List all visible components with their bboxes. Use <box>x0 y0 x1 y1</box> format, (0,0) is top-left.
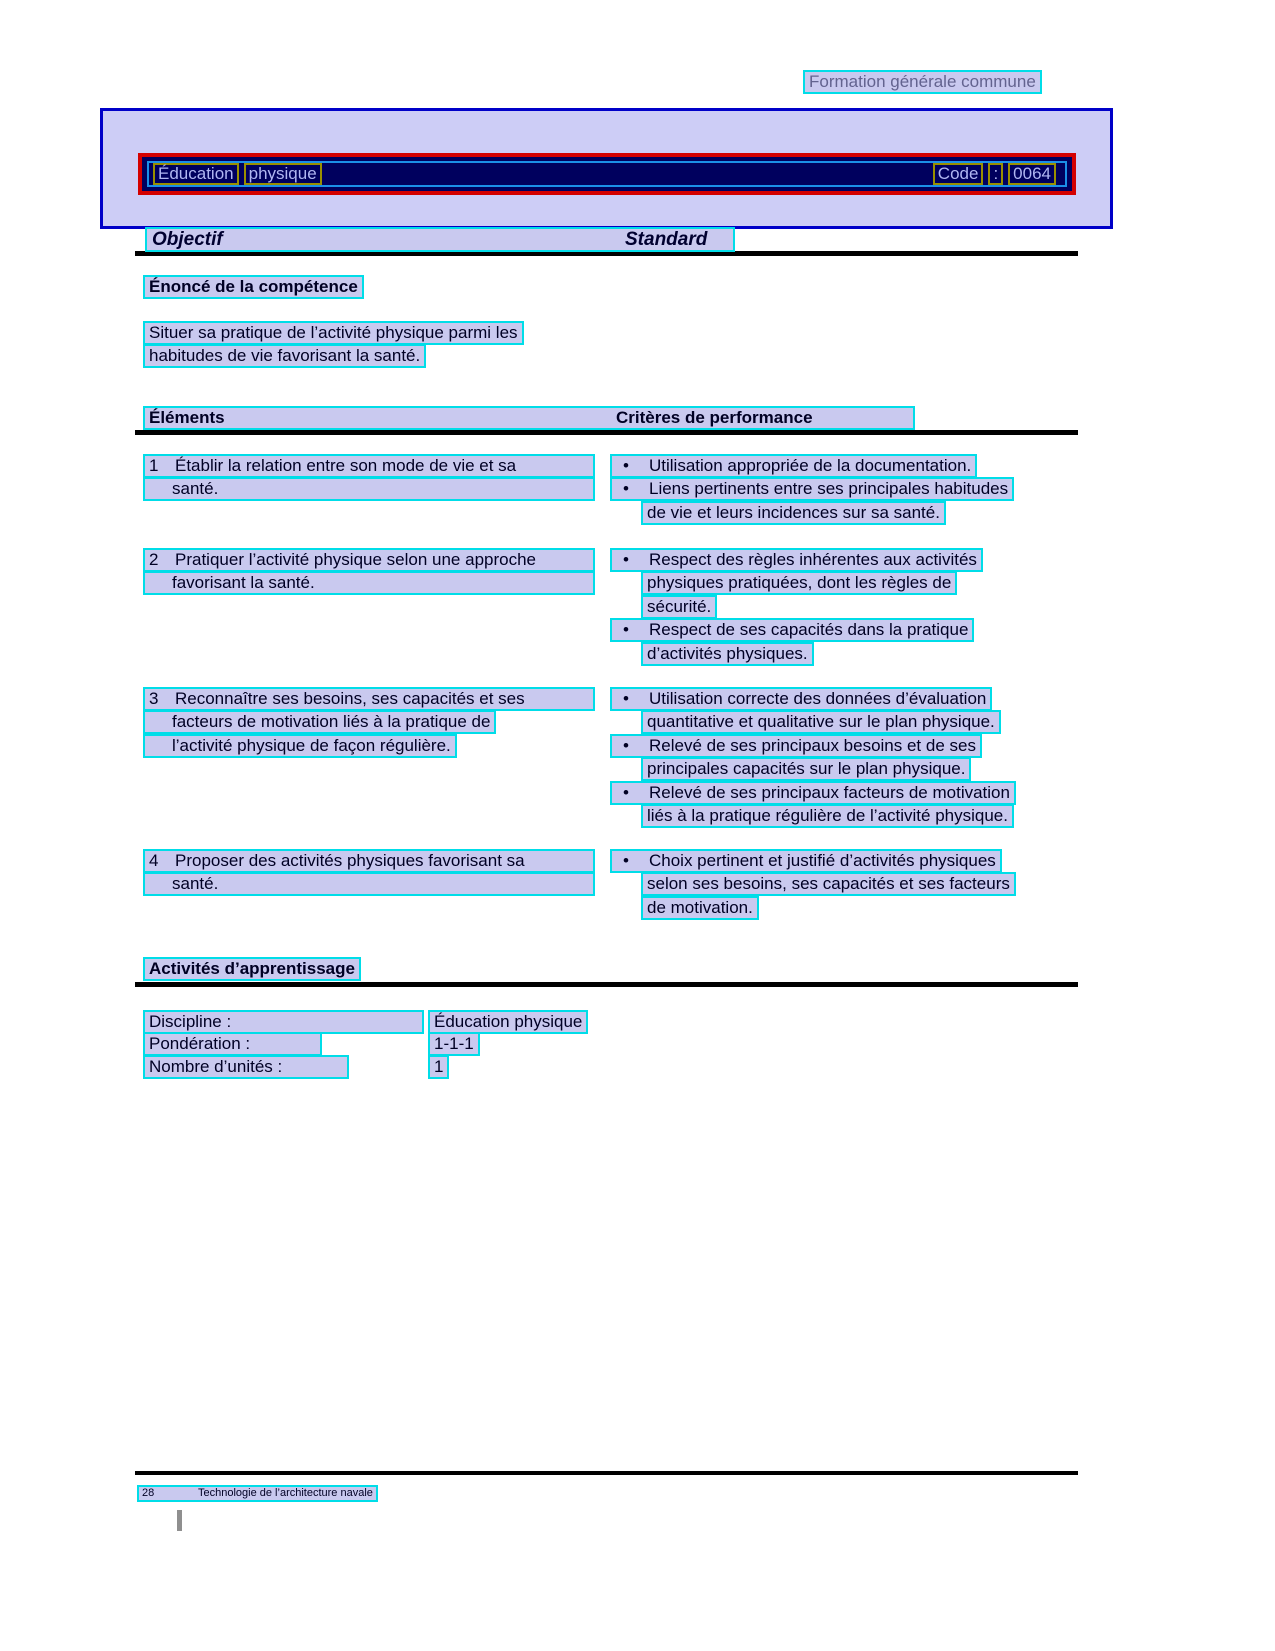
critere-line <box>610 454 977 478</box>
element-number: 2 <box>149 550 159 569</box>
footer-rule <box>135 1471 1078 1475</box>
critere-line <box>610 618 974 642</box>
critere-line <box>610 849 1002 873</box>
element-number: 1 <box>149 456 159 475</box>
element-left-column <box>143 454 595 501</box>
criteres-right-column <box>610 849 1080 919</box>
element-line: favorisant la santé. <box>143 571 595 595</box>
detail-value: 1 <box>428 1055 449 1079</box>
bullet-icon: • <box>623 689 629 708</box>
critere-line: de vie et leurs incidences sur sa santé. <box>641 501 946 525</box>
critere-line: de motivation. <box>641 896 759 920</box>
element-line: facteurs de motivation liés à la pratique de <box>143 710 496 734</box>
course-code-value: 0064 <box>1008 163 1056 185</box>
detail-row-unites <box>143 1055 743 1077</box>
bullet-icon: • <box>623 550 629 569</box>
course-title-strip <box>147 161 1067 187</box>
page-footer <box>137 1485 378 1502</box>
element-left-column <box>143 548 595 595</box>
element-line <box>143 687 595 711</box>
detail-label: Nombre d’unités : <box>143 1055 349 1079</box>
critere-line: d’activités physiques. <box>641 642 814 666</box>
critere-line: liés à la pratique régulière de l’activité physique. <box>641 804 1014 828</box>
element-line: santé. <box>143 477 595 501</box>
activites-heading: Activités d’apprentissage <box>143 957 361 981</box>
competence-line <box>143 321 524 344</box>
critere-text: Liens pertinents entre ses principales habitudes <box>649 479 1009 499</box>
element-text: Proposer des activités physiques favorisant sa <box>175 851 525 870</box>
bullet-icon: • <box>623 479 629 499</box>
element-number: 3 <box>149 689 159 708</box>
critere-text: Utilisation correcte des données d’évaluation <box>649 689 987 708</box>
detail-label: Discipline : <box>143 1010 424 1034</box>
element-line: l’activité physique de façon régulière. <box>143 734 457 758</box>
detail-value: Éducation physique <box>428 1010 588 1034</box>
critere-text: Respect des règles inhérentes aux activités <box>649 550 977 569</box>
element-line <box>143 849 595 873</box>
page-header-note <box>803 70 1042 94</box>
course-title-panel <box>100 108 1113 229</box>
criteres-right-column <box>610 687 1080 827</box>
element-text: Établir la relation entre son mode de vie et sa <box>175 456 517 475</box>
objectif-heading: Objectif <box>152 229 223 250</box>
element-line <box>143 548 595 572</box>
course-title-word: Éducation <box>153 163 239 185</box>
footer-doc-title: Technologie de l’architecture navale <box>198 1487 373 1499</box>
text-cursor[interactable] <box>177 1510 182 1531</box>
competence-line-text: Situer sa pratique de l’activité physique parmi les <box>143 321 524 345</box>
elements-heading: Éléments <box>149 408 225 427</box>
detail-label: Pondération : <box>143 1032 322 1056</box>
enonce-heading: Énoncé de la compétence <box>143 275 364 299</box>
critere-line: quantitative et qualitative sur le plan physique. <box>641 710 1001 734</box>
course-title-word: physique <box>244 163 322 185</box>
critere-text: Relevé de ses principaux besoins et de ses <box>649 735 976 755</box>
competence-line <box>143 344 524 367</box>
critere-text: Utilisation appropriée de la documentation. <box>649 456 972 475</box>
enonce-section <box>143 275 364 299</box>
criteres-right-column <box>610 548 1080 665</box>
competence-line-text: habitudes de vie favorisant la santé. <box>143 344 426 368</box>
element-line <box>143 454 595 478</box>
critere-line: principales capacités sur le plan physique. <box>641 757 971 781</box>
horizontal-rule <box>135 982 1078 987</box>
critere-text: Relevé de ses principaux facteurs de motivation <box>649 782 1010 802</box>
criteres-right-column <box>610 454 1080 524</box>
bullet-icon: • <box>623 456 629 475</box>
element-text: Pratiquer l’activité physique selon une approche <box>175 550 537 569</box>
competence-statement <box>143 321 524 366</box>
detail-row-discipline <box>143 1010 743 1032</box>
critere-line: sécurité. <box>641 595 717 619</box>
course-code-colon: : <box>988 163 1003 185</box>
critere-line <box>610 781 1016 805</box>
element-left-column <box>143 687 595 757</box>
course-details-table <box>143 1010 743 1077</box>
detail-value: 1-1-1 <box>428 1032 480 1056</box>
header-note-text: Formation générale commune <box>803 70 1042 94</box>
bullet-icon: • <box>623 782 629 802</box>
activites-section <box>143 957 361 981</box>
critere-line <box>610 477 1014 501</box>
bullet-icon: • <box>623 851 629 870</box>
element-left-column <box>143 849 595 896</box>
objectif-standard-row <box>145 227 735 252</box>
elements-criteres-header-row <box>143 406 915 430</box>
standard-heading: Standard <box>625 229 708 250</box>
critere-line <box>610 734 982 758</box>
bullet-icon: • <box>623 735 629 755</box>
critere-text: Respect de ses capacités dans la pratique <box>649 620 969 640</box>
course-title-bar <box>138 153 1076 195</box>
horizontal-rule <box>135 430 1078 435</box>
critere-line: physiques pratiquées, dont les règles de <box>641 571 957 595</box>
element-text: Reconnaître ses besoins, ses capacités et ses <box>175 689 525 708</box>
detail-row-ponderation <box>143 1032 743 1054</box>
bullet-icon: • <box>623 620 629 640</box>
critere-text: Choix pertinent et justifié d’activités physiques <box>649 851 996 870</box>
element-line: santé. <box>143 872 595 896</box>
critere-line: selon ses besoins, ses capacités et ses facteurs <box>641 872 1016 896</box>
criteres-heading: Critères de performance <box>616 408 813 427</box>
element-number: 4 <box>149 851 159 870</box>
page-number: 28 <box>142 1487 155 1499</box>
course-code-label: Code <box>933 163 984 185</box>
critere-line <box>610 687 992 711</box>
critere-line <box>610 548 983 572</box>
